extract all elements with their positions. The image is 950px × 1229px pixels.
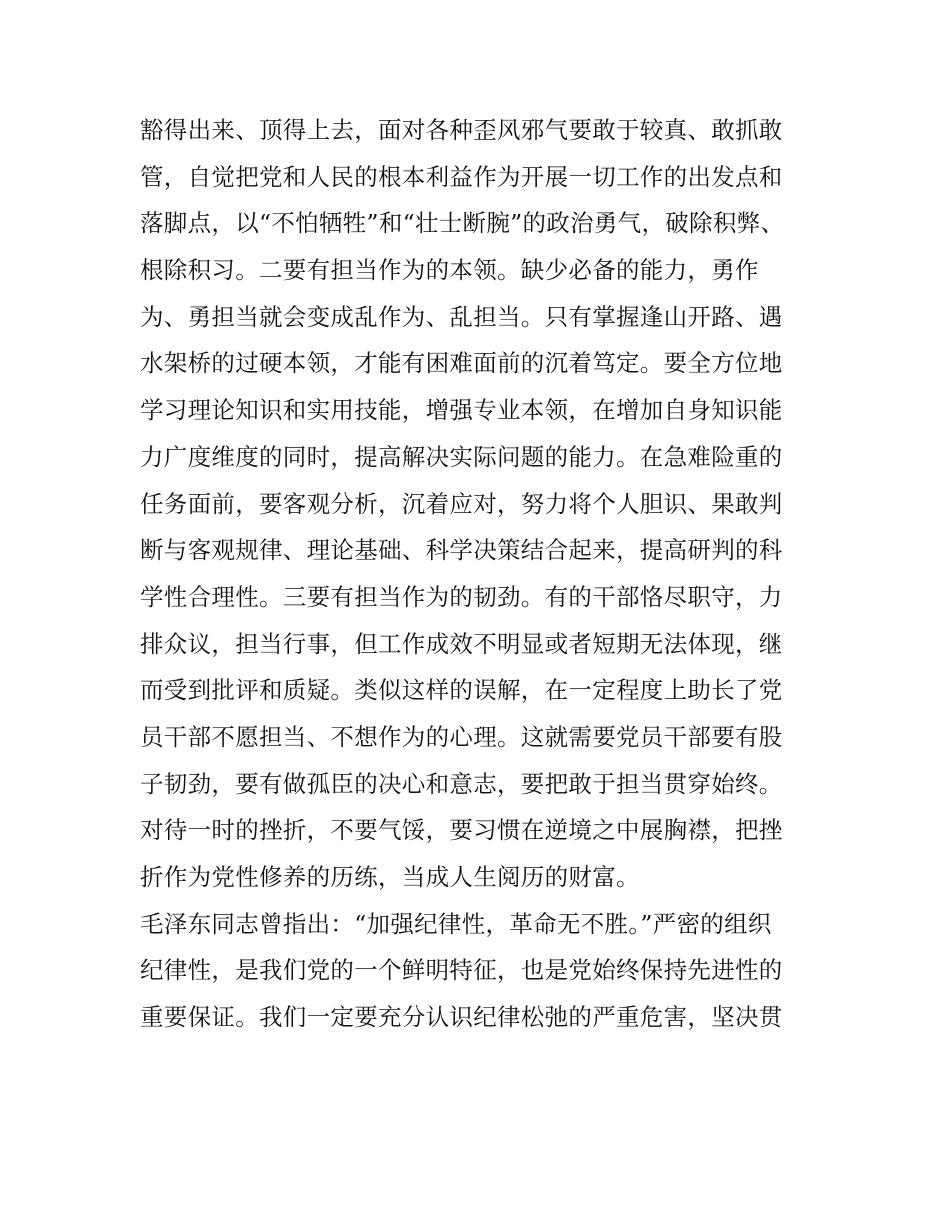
text-line: 任务面前，要客观分析，沉着应对，努力将个人胆识、果敢判 xyxy=(140,489,783,518)
text-line: 根除积习。二要有担当作为的本领。缺少必备的能力，勇作 xyxy=(140,256,759,285)
text-line: 断与客观规律、理论基础、科学决策结合起来，提高研判的科 xyxy=(140,536,783,565)
text-line: 对待一时的挫折，不要气馁，要习惯在逆境之中展胸襟，把挫 xyxy=(140,816,783,845)
text-line: 学习理论知识和实用技能，增强专业本领，在增加自身知识能 xyxy=(140,396,783,425)
text-line: 重要保证。我们一定要充分认识纪律松弛的严重危害，坚决贯 xyxy=(140,1003,783,1032)
text-line: 为、勇担当就会变成乱作为、乱担当。只有掌握逢山开路、遇 xyxy=(140,302,783,331)
text-line: 学性合理性。三要有担当作为的韧劲。有的干部恪尽职守，力 xyxy=(140,582,783,611)
text-line: 纪律性，是我们党的一个鲜明特征，也是党始终保持先进性的 xyxy=(140,956,783,985)
text-line: 豁得出来、顶得上去，面对各种歪风邪气要敢于较真、敢抓敢 xyxy=(140,116,783,144)
text-line: 毛泽东同志曾指出：“加强纪律性，革命无不胜。”严密的组织 xyxy=(140,909,772,938)
text-line: 排众议，担当行事，但工作成效不明显或者短期无法体现，继 xyxy=(140,629,783,658)
text-line: 落脚点，以“不怕牺牲”和“壮士断腕”的政治勇气，破除积弊、 xyxy=(140,209,785,238)
text-line: 折作为党性修养的历练，当成人生阅历的财富。 xyxy=(140,863,640,891)
text-line: 子韧劲，要有做孤臣的决心和意志，要把敢于担当贯穿始终。 xyxy=(140,769,783,798)
text-line: 力广度维度的同时，提高解决实际问题的能力。在急难险重的 xyxy=(140,442,783,471)
text-line: 员干部不愿担当、不想作为的心理。这就需要党员干部要有股 xyxy=(140,722,783,751)
text-line: 水架桥的过硬本领，才能有困难面前的沉着笃定。要全方位地 xyxy=(140,349,783,378)
body-text xyxy=(140,107,820,1041)
text-line: 管，自觉把党和人民的根本利益作为开展一切工作的出发点和 xyxy=(140,162,783,191)
text-line: 而受到批评和质疑。类似这样的误解，在一定程度上助长了党 xyxy=(140,676,783,705)
